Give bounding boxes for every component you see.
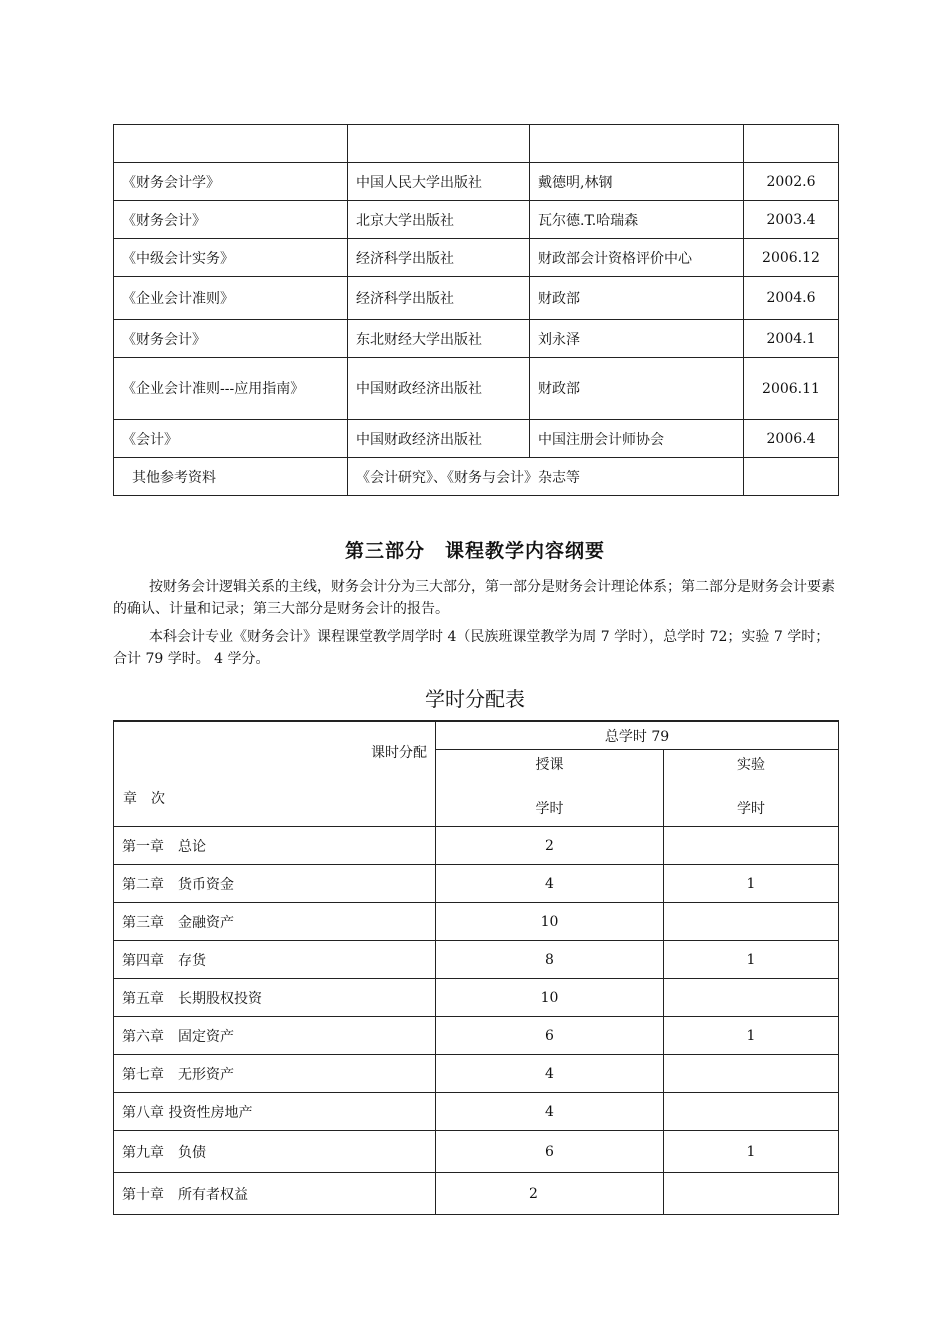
lab-hours-header <box>664 750 839 827</box>
lab-hours <box>664 979 839 1017</box>
chapter-name: 第三章 金融资产 <box>114 903 436 941</box>
reference-empty-cell <box>744 458 839 496</box>
lecture-hours: 10 <box>436 903 664 941</box>
chapter-name: 第四章 存货 <box>114 941 436 979</box>
reference-empty-cell <box>348 125 530 163</box>
book-author: 中国注册会计师协会 <box>530 420 744 458</box>
book-author: 财政部 <box>530 358 744 420</box>
book-title: 《企业会计准则---应用指南》 <box>114 358 348 420</box>
book-publisher: 北京大学出版社 <box>348 201 530 239</box>
book-author: 刘永泽 <box>530 320 744 358</box>
lecture-header-line-2: 学时 <box>535 801 564 817</box>
lab-hours <box>664 903 839 941</box>
table-row <box>114 358 839 420</box>
book-author: 戴德明,林钢 <box>530 163 744 201</box>
allocation-table-title: 学时分配表 <box>425 687 525 711</box>
lecture-hours: 6 <box>436 1017 664 1055</box>
table-row <box>114 865 839 903</box>
lab-hours: 1 <box>664 1131 839 1173</box>
table-row <box>114 1131 839 1173</box>
book-date: 2006.11 <box>744 358 839 420</box>
lab-hours: 1 <box>664 1017 839 1055</box>
table-row <box>114 420 839 458</box>
table-row <box>114 1173 839 1215</box>
table-row <box>114 277 839 320</box>
book-date: 2004.1 <box>744 320 839 358</box>
other-references-row <box>114 458 839 496</box>
section-paragraph-2: 本科会计专业《财务会计》课程课堂教学周学时 4（民族班课堂教学为周 7 学时），总学时 72；实验 7 学时；合计 79 学时。 4 学分。 <box>113 629 830 667</box>
book-publisher: 经济科学出版社 <box>348 239 530 277</box>
book-author: 财政部 <box>530 277 744 320</box>
lecture-hours: 4 <box>436 1055 664 1093</box>
hours-allocation-table <box>113 720 839 1215</box>
reference-table <box>113 124 839 496</box>
book-author: 瓦尔德.T.哈瑞森 <box>530 201 744 239</box>
table-row <box>114 941 839 979</box>
chapter-name: 第十章 所有者权益 <box>114 1173 436 1215</box>
chapter-name: 第八章 投资性房地产 <box>114 1093 436 1131</box>
lab-hours <box>664 827 839 865</box>
book-publisher: 经济科学出版社 <box>348 277 530 320</box>
book-title: 《财务会计》 <box>114 320 348 358</box>
total-hours-header: 总学时 79 <box>436 721 839 750</box>
book-publisher: 中国财政经济出版社 <box>348 358 530 420</box>
book-title: 《中级会计实务》 <box>114 239 348 277</box>
book-publisher: 中国人民大学出版社 <box>348 163 530 201</box>
table-row <box>114 979 839 1017</box>
table-row <box>114 1017 839 1055</box>
book-title: 《财务会计学》 <box>114 163 348 201</box>
chapter-name: 第六章 固定资产 <box>114 1017 436 1055</box>
table-row <box>114 163 839 201</box>
reference-empty-cell <box>744 125 839 163</box>
allocation-header-row <box>114 721 839 750</box>
header-corner-bottom: 章 次 <box>123 791 165 807</box>
lab-hours: 1 <box>664 941 839 979</box>
reference-header-row <box>114 125 839 163</box>
lecture-hours-header <box>436 750 664 827</box>
table-row <box>114 827 839 865</box>
table-row <box>114 320 839 358</box>
header-corner-top: 课时分配 <box>371 745 427 761</box>
header-corner-cell <box>114 721 436 827</box>
lecture-hours: 6 <box>436 1131 664 1173</box>
lab-hours: 1 <box>664 865 839 903</box>
lecture-hours: 10 <box>436 979 664 1017</box>
lab-hours <box>664 1093 839 1131</box>
table-row <box>114 201 839 239</box>
book-title: 《财务会计》 <box>114 201 348 239</box>
lecture-header-line-1: 授课 <box>535 757 564 773</box>
reference-empty-cell <box>114 125 348 163</box>
chapter-name: 第七章 无形资产 <box>114 1055 436 1093</box>
book-date: 2006.4 <box>744 420 839 458</box>
reference-empty-cell <box>530 125 744 163</box>
book-publisher: 东北财经大学出版社 <box>348 320 530 358</box>
book-author: 财政部会计资格评价中心 <box>530 239 744 277</box>
lecture-hours: 4 <box>436 1093 664 1131</box>
table-row <box>114 239 839 277</box>
lab-hours <box>664 1055 839 1093</box>
table-row <box>114 1055 839 1093</box>
lab-hours <box>664 1173 839 1215</box>
other-references-value: 《会计研究》、《财务与会计》杂志等 <box>348 458 744 496</box>
lecture-hours: 4 <box>436 865 664 903</box>
chapter-name: 第五章 长期股权投资 <box>114 979 436 1017</box>
book-title: 《企业会计准则》 <box>114 277 348 320</box>
other-references-label: 其他参考资料 <box>114 458 348 496</box>
chapter-name: 第一章 总论 <box>114 827 436 865</box>
table-row <box>114 1093 839 1131</box>
lecture-hours: 8 <box>436 941 664 979</box>
lab-header-line-1: 实验 <box>737 757 765 773</box>
book-date: 2003.4 <box>744 201 839 239</box>
lecture-hours: 2 <box>436 1173 664 1215</box>
lab-header-line-2: 学时 <box>737 801 765 817</box>
book-date: 2004.6 <box>744 277 839 320</box>
book-date: 2002.6 <box>744 163 839 201</box>
chapter-name: 第二章 货币资金 <box>114 865 436 903</box>
section-paragraph-1: 按财务会计逻辑关系的主线，财务会计分为三大部分，第一部分是财务会计理论体系；第二部分是财务会计要素的确认、计量和记录；第三大部分是财务会计的报告。 <box>113 579 835 617</box>
book-date: 2006.12 <box>744 239 839 277</box>
book-publisher: 中国财政经济出版社 <box>348 420 530 458</box>
book-title: 《会计》 <box>114 420 348 458</box>
table-row <box>114 903 839 941</box>
lecture-hours: 2 <box>436 827 664 865</box>
section-heading: 第三部分 课程教学内容纲要 <box>344 540 605 562</box>
chapter-name: 第九章 负债 <box>114 1131 436 1173</box>
